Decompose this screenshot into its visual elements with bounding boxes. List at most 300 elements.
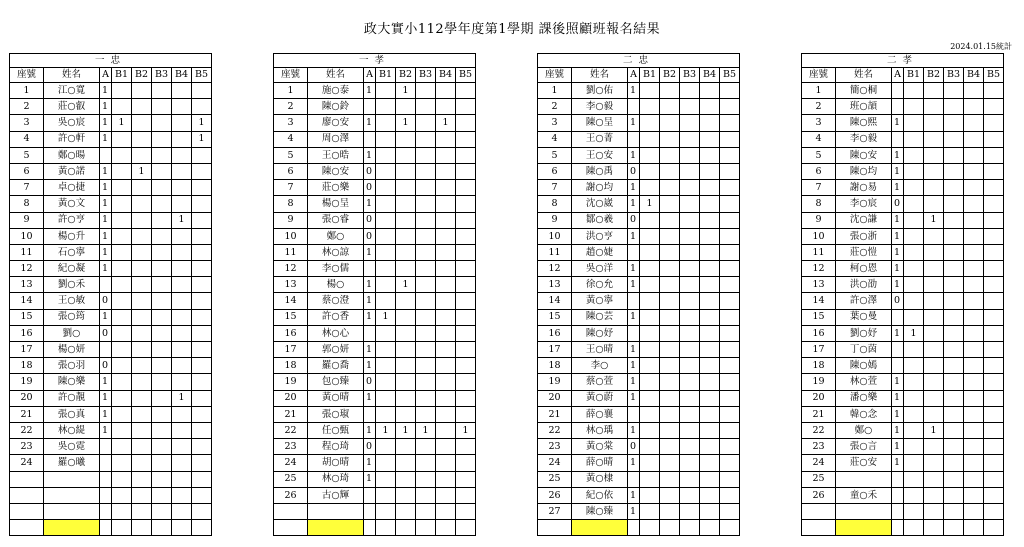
col-b4-cell [700, 115, 720, 131]
col-b4-cell [700, 228, 720, 244]
col-b2-cell [924, 115, 944, 131]
col-b1-cell [376, 503, 396, 519]
seat-no-cell [10, 471, 44, 487]
col-a-cell: 0 [628, 212, 640, 228]
col-b5-cell [192, 406, 212, 422]
table-row [274, 293, 476, 309]
col-b1-cell [112, 83, 132, 99]
column-header-col-b5: B5 [456, 68, 476, 83]
col-b3-cell [944, 342, 964, 358]
col-b5-cell [456, 212, 476, 228]
student-name-cell: 韓○念 [836, 406, 892, 422]
col-a-cell: 1 [364, 471, 376, 487]
col-b2-cell [924, 228, 944, 244]
column-header-col-b1: B1 [640, 68, 660, 83]
col-b1-cell [376, 147, 396, 163]
col-a-cell: 0 [628, 439, 640, 455]
col-a-cell: 1 [892, 163, 904, 179]
col-b4-cell [964, 147, 984, 163]
col-b4-cell [172, 503, 192, 519]
student-name-cell [308, 520, 364, 536]
student-name-cell: 羅○曦 [44, 455, 100, 471]
col-b1-cell [112, 180, 132, 196]
col-b1-cell: 1 [112, 115, 132, 131]
table-row [538, 520, 740, 536]
col-b1-cell [376, 487, 396, 503]
col-b4-cell [436, 471, 456, 487]
table-row [274, 261, 476, 277]
col-b3-cell [416, 309, 436, 325]
document-title: 政大實小112學年度第1學期 課後照顧班報名結果 [363, 22, 661, 37]
col-b2-cell [660, 196, 680, 212]
student-name-cell: 陳○鈴 [308, 99, 364, 115]
student-name-cell: 郭○妍 [308, 342, 364, 358]
col-b3-cell [152, 309, 172, 325]
student-name-cell: 柯○恩 [836, 261, 892, 277]
column-header-col-b2: B2 [132, 68, 152, 83]
class-name-row [802, 54, 1004, 68]
col-b2-cell [132, 83, 152, 99]
seat-no-cell: 13 [538, 277, 572, 293]
class-name: 一忠 [10, 54, 212, 68]
col-b3-cell [944, 293, 964, 309]
student-name-cell: 潘○樂 [836, 390, 892, 406]
table-row [802, 131, 1004, 147]
col-b2-cell [396, 374, 416, 390]
header-row [10, 68, 212, 83]
col-b5-cell [984, 422, 1004, 438]
student-name-cell: 簡○桐 [836, 83, 892, 99]
col-a-cell: 1 [892, 325, 904, 341]
student-name-cell: 李○ [572, 358, 628, 374]
table-row [274, 358, 476, 374]
col-b5-cell [720, 180, 740, 196]
col-b2-cell [132, 439, 152, 455]
col-b3-cell [416, 487, 436, 503]
col-b3-cell [680, 390, 700, 406]
col-b4-cell [964, 471, 984, 487]
seat-no-cell: 4 [274, 131, 308, 147]
seat-no-cell: 7 [10, 180, 44, 196]
col-a-cell: 1 [100, 196, 112, 212]
table-row [802, 439, 1004, 455]
seat-no-cell: 11 [802, 244, 836, 260]
col-b5-cell [720, 261, 740, 277]
col-b3-cell [416, 99, 436, 115]
table-row [538, 503, 740, 519]
seat-no-cell: 9 [274, 212, 308, 228]
col-b1-cell [904, 228, 924, 244]
col-b4-cell [964, 455, 984, 471]
table-row [274, 455, 476, 471]
col-b4-cell [700, 439, 720, 455]
class-table [801, 53, 1004, 536]
student-name-cell: 吳○霓 [44, 439, 100, 455]
col-a-cell: 1 [628, 309, 640, 325]
col-b5-cell [192, 342, 212, 358]
col-b4-cell [964, 342, 984, 358]
col-b1-cell [376, 293, 396, 309]
col-b5-cell [456, 439, 476, 455]
col-b3-cell [416, 212, 436, 228]
col-b2-cell [132, 212, 152, 228]
col-b5-cell [192, 471, 212, 487]
col-b4-cell [700, 520, 720, 536]
col-b2-cell [396, 131, 416, 147]
col-b4-cell [700, 422, 720, 438]
seat-no-cell: 14 [274, 293, 308, 309]
col-b2-cell [660, 83, 680, 99]
col-b5-cell [456, 374, 476, 390]
table-row [802, 115, 1004, 131]
table-row [10, 293, 212, 309]
col-a-cell: 1 [628, 83, 640, 99]
table-row [538, 309, 740, 325]
student-name-cell: 王○菁 [572, 131, 628, 147]
col-b4-cell [436, 520, 456, 536]
col-b3-cell [680, 228, 700, 244]
col-b4-cell [436, 455, 456, 471]
student-name-cell: 黃○文 [44, 196, 100, 212]
col-b4-cell [172, 422, 192, 438]
col-b2-cell [924, 147, 944, 163]
table-row [274, 325, 476, 341]
col-b2-cell [396, 309, 416, 325]
col-b4-cell [436, 358, 456, 374]
seat-no-cell: 21 [10, 406, 44, 422]
col-a-cell [100, 503, 112, 519]
student-name-cell: 陳○安 [836, 147, 892, 163]
col-a-cell: 1 [364, 342, 376, 358]
col-b3-cell [680, 244, 700, 260]
col-b5-cell [456, 277, 476, 293]
col-a-cell [100, 471, 112, 487]
table-row [802, 342, 1004, 358]
col-a-cell [892, 131, 904, 147]
col-b2-cell [132, 422, 152, 438]
col-b2-cell [132, 406, 152, 422]
col-b5-cell [984, 83, 1004, 99]
col-b1-cell [640, 244, 660, 260]
col-b1-cell [904, 115, 924, 131]
col-a-cell: 1 [628, 358, 640, 374]
col-b4-cell [700, 163, 720, 179]
col-b3-cell [416, 131, 436, 147]
seat-no-cell [538, 520, 572, 536]
col-b4-cell [172, 455, 192, 471]
col-b3-cell [152, 325, 172, 341]
col-a-cell: 1 [628, 147, 640, 163]
student-name-cell: 莊○樂 [308, 180, 364, 196]
student-name-cell: 劉○佑 [572, 83, 628, 99]
col-a-cell [892, 487, 904, 503]
col-b1-cell [640, 212, 660, 228]
col-b1-cell [112, 228, 132, 244]
col-b3-cell [944, 487, 964, 503]
col-a-cell: 1 [892, 455, 904, 471]
col-b2-cell: 1 [396, 83, 416, 99]
col-b3-cell [152, 422, 172, 438]
col-b5-cell [984, 293, 1004, 309]
col-b2-cell [660, 228, 680, 244]
student-name-cell: 沈○謙 [836, 212, 892, 228]
col-b4-cell [172, 471, 192, 487]
col-b3-cell [152, 358, 172, 374]
seat-no-cell: 24 [538, 455, 572, 471]
col-b3-cell [944, 520, 964, 536]
col-a-cell [892, 83, 904, 99]
student-name-cell: 葉○曼 [836, 309, 892, 325]
student-name-cell: 紀○凝 [44, 261, 100, 277]
table-row [538, 83, 740, 99]
student-name-cell: 李○毅 [572, 99, 628, 115]
seat-no-cell: 9 [802, 212, 836, 228]
col-b5-cell [456, 147, 476, 163]
col-b2-cell [660, 212, 680, 228]
col-b3-cell [152, 293, 172, 309]
col-b1-cell [112, 325, 132, 341]
column-header-col-b2: B2 [396, 68, 416, 83]
table-row [802, 406, 1004, 422]
col-b2-cell [924, 131, 944, 147]
seat-no-cell: 22 [802, 422, 836, 438]
col-b1-cell [640, 358, 660, 374]
seat-no-cell: 22 [10, 422, 44, 438]
col-b2-cell [396, 163, 416, 179]
table-row [538, 293, 740, 309]
col-b5-cell [192, 374, 212, 390]
col-b2-cell: 1 [924, 422, 944, 438]
col-b1-cell [904, 309, 924, 325]
col-a-cell: 1 [892, 261, 904, 277]
col-b1-cell [640, 180, 660, 196]
col-b1-cell [376, 325, 396, 341]
col-b5-cell [720, 115, 740, 131]
col-a-cell: 0 [364, 228, 376, 244]
col-a-cell: 0 [364, 180, 376, 196]
col-b3-cell [416, 439, 436, 455]
col-a-cell: 1 [364, 293, 376, 309]
col-b5-cell [192, 261, 212, 277]
col-a-cell: 0 [364, 439, 376, 455]
statistics-date: 2024.01.15統計 [950, 42, 1012, 51]
table-row [10, 309, 212, 325]
table-row [538, 147, 740, 163]
col-b5-cell [720, 455, 740, 471]
col-b4-cell [964, 212, 984, 228]
class-name: 二孝 [802, 54, 1004, 68]
col-b3-cell [152, 244, 172, 260]
student-name-cell: 楊○呈 [308, 196, 364, 212]
col-b3-cell [944, 358, 964, 374]
seat-no-cell: 24 [274, 455, 308, 471]
col-a-cell: 1 [100, 422, 112, 438]
col-a-cell: 1 [892, 115, 904, 131]
seat-no-cell: 7 [802, 180, 836, 196]
col-b4-cell [172, 131, 192, 147]
col-b4-cell [700, 358, 720, 374]
col-b4-cell [172, 293, 192, 309]
col-b2-cell [132, 261, 152, 277]
col-b1-cell [112, 439, 132, 455]
student-name-cell: 李○宸 [836, 196, 892, 212]
col-a-cell [892, 503, 904, 519]
col-a-cell: 1 [100, 309, 112, 325]
col-b2-cell [132, 244, 152, 260]
col-b4-cell [700, 374, 720, 390]
seat-no-cell: 20 [802, 390, 836, 406]
col-b4-cell [436, 147, 456, 163]
col-b3-cell [944, 325, 964, 341]
seat-no-cell: 20 [274, 390, 308, 406]
student-name-cell: 古○輝 [308, 487, 364, 503]
col-b1-cell [112, 244, 132, 260]
col-b2-cell [924, 293, 944, 309]
table-row [10, 131, 212, 147]
col-b1-cell [904, 471, 924, 487]
col-b3-cell [152, 439, 172, 455]
col-b4-cell [436, 196, 456, 212]
col-b4-cell [700, 261, 720, 277]
student-name-cell: 許○靚 [44, 390, 100, 406]
table-row [538, 374, 740, 390]
col-b1-cell [112, 455, 132, 471]
seat-no-cell: 23 [538, 439, 572, 455]
col-b4-cell [436, 131, 456, 147]
student-name-cell: 鄭○暘 [44, 147, 100, 163]
col-b3-cell [416, 196, 436, 212]
col-b1-cell [904, 244, 924, 260]
col-b4-cell [436, 261, 456, 277]
col-b3-cell [944, 83, 964, 99]
table-row [802, 325, 1004, 341]
col-b2-cell [396, 228, 416, 244]
table-row [538, 422, 740, 438]
student-name-cell [572, 520, 628, 536]
student-name-cell: 張○琡 [308, 406, 364, 422]
col-b4-cell [964, 309, 984, 325]
col-b5-cell [720, 520, 740, 536]
seat-no-cell: 26 [802, 487, 836, 503]
col-b5-cell [720, 374, 740, 390]
column-header-col-b1: B1 [112, 68, 132, 83]
col-b5-cell [192, 439, 212, 455]
col-b4-cell [436, 406, 456, 422]
col-a-cell [628, 471, 640, 487]
student-name-cell [44, 471, 100, 487]
student-name-cell: 趙○婕 [572, 244, 628, 260]
col-b5-cell [984, 503, 1004, 519]
table-row [802, 180, 1004, 196]
table-row [274, 471, 476, 487]
student-name-cell: 楊○升 [44, 228, 100, 244]
table-row [10, 99, 212, 115]
col-a-cell: 1 [100, 212, 112, 228]
col-b2-cell [132, 455, 152, 471]
col-b4-cell [172, 83, 192, 99]
table-row [10, 342, 212, 358]
seat-no-cell: 13 [802, 277, 836, 293]
seat-no-cell: 1 [538, 83, 572, 99]
seat-no-cell: 7 [274, 180, 308, 196]
col-a-cell: 1 [628, 487, 640, 503]
table-row [274, 115, 476, 131]
col-a-cell [892, 342, 904, 358]
col-b1-cell [640, 374, 660, 390]
seat-no-cell: 19 [802, 374, 836, 390]
seat-no-cell: 11 [10, 244, 44, 260]
col-b1-cell [640, 471, 660, 487]
col-b2-cell [132, 147, 152, 163]
seat-no-cell: 15 [802, 309, 836, 325]
col-b1-cell [640, 390, 660, 406]
seat-no-cell: 20 [538, 390, 572, 406]
col-b2-cell [660, 180, 680, 196]
seat-no-cell: 2 [274, 99, 308, 115]
col-b3-cell [416, 325, 436, 341]
seat-no-cell: 16 [802, 325, 836, 341]
col-a-cell: 0 [100, 325, 112, 341]
col-b2-cell [396, 390, 416, 406]
column-header-student-name: 姓名 [44, 68, 100, 83]
col-a-cell: 1 [892, 277, 904, 293]
col-b4-cell [700, 180, 720, 196]
col-b2-cell [396, 212, 416, 228]
seat-no-cell [802, 520, 836, 536]
col-b1-cell [112, 487, 132, 503]
table-row [802, 471, 1004, 487]
col-b5-cell [192, 503, 212, 519]
col-b4-cell [172, 261, 192, 277]
col-b2-cell [924, 261, 944, 277]
col-b4-cell [700, 342, 720, 358]
student-name-cell: 陳○安 [308, 163, 364, 179]
col-b2-cell [924, 406, 944, 422]
seat-no-cell: 25 [538, 471, 572, 487]
student-name-cell: 張○真 [44, 406, 100, 422]
col-b4-cell [172, 374, 192, 390]
table-row [10, 147, 212, 163]
col-b2-cell [132, 293, 152, 309]
column-header-seat-no: 座號 [802, 68, 836, 83]
student-name-cell: 張○羽 [44, 358, 100, 374]
col-b4-cell [700, 390, 720, 406]
col-b5-cell [456, 293, 476, 309]
col-b4-cell [700, 196, 720, 212]
col-a-cell: 1 [892, 406, 904, 422]
col-b2-cell [924, 196, 944, 212]
col-a-cell: 1 [100, 228, 112, 244]
col-b2-cell [396, 147, 416, 163]
col-b4-cell [172, 439, 192, 455]
seat-no-cell: 9 [10, 212, 44, 228]
student-name-cell: 胡○晴 [308, 455, 364, 471]
table-row [274, 406, 476, 422]
col-b5-cell [984, 325, 1004, 341]
col-b5-cell [192, 455, 212, 471]
col-b1-cell [376, 358, 396, 374]
col-b2-cell [660, 131, 680, 147]
seat-no-cell: 8 [10, 196, 44, 212]
col-b1-cell [376, 196, 396, 212]
col-b4-cell [964, 228, 984, 244]
col-b2-cell [132, 309, 152, 325]
col-b5-cell [720, 212, 740, 228]
col-b1-cell [376, 212, 396, 228]
col-b2-cell [396, 293, 416, 309]
col-b5-cell [984, 342, 1004, 358]
seat-no-cell: 8 [538, 196, 572, 212]
